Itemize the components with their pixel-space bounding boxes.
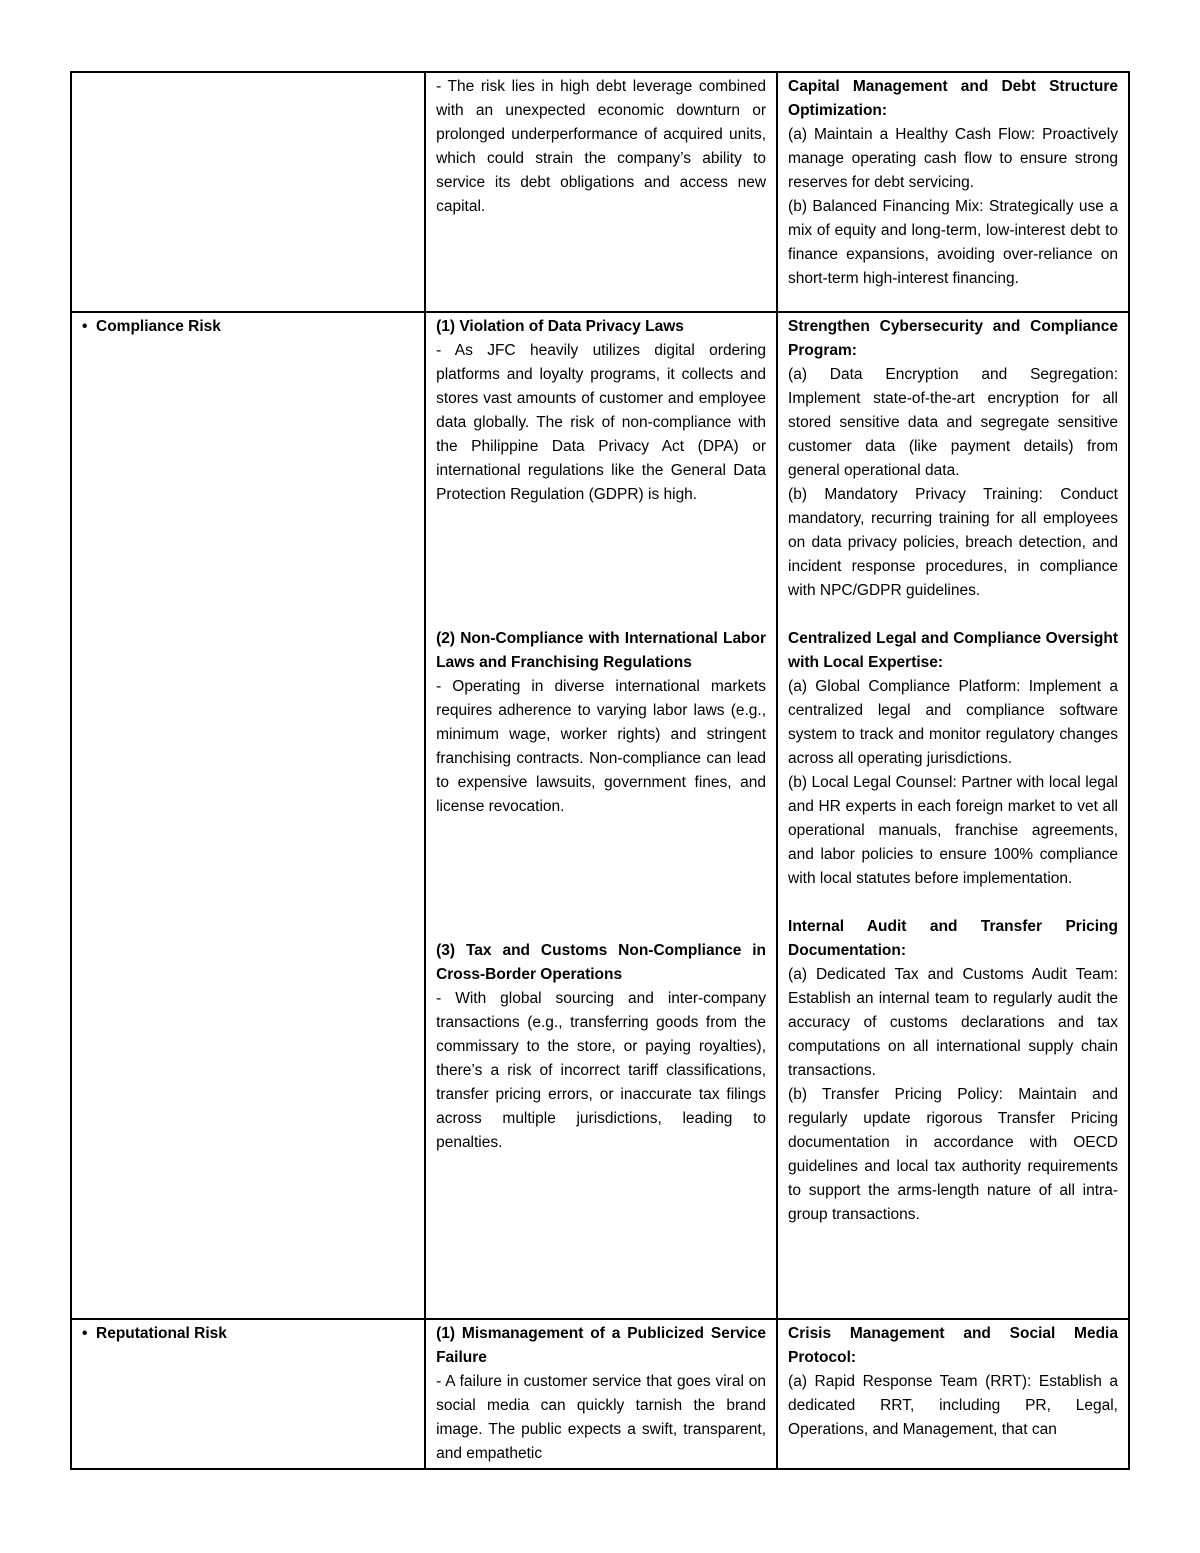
category-label xyxy=(82,1322,414,1346)
risk-description: - As JFC heavily utilizes digital ordering platforms and loyalty programs, it collects and stores vast amounts of customer and employee data globally. The risk of non-compliance with the Philippine Data Privacy Act (DPA) or international regulations like the General Data Protection Regulation (GDPR) is high. xyxy=(436,342,767,503)
risk-title: (1) Violation of Data Privacy Laws xyxy=(436,318,684,335)
spacer xyxy=(788,891,1118,915)
mitigation-item-a: (a) Rapid Response Team (RRT): Establish a dedicated RRT, including PR, Legal, Operations, and Management, that can xyxy=(788,1373,1118,1438)
risk-title: (3) Tax and Customs Non-Compliance in Cross-Border Operations xyxy=(436,942,767,983)
mitigation-cell xyxy=(777,72,1129,312)
category-text: Compliance Risk xyxy=(96,318,221,335)
mitigation-item-b: (b) Local Legal Counsel: Partner with local legal and HR experts in each foreign market to vet all operational manuals, franchise agreements, and labor policies to ensure 100% compliance with local statutes before implementation. xyxy=(788,774,1118,887)
bullet-icon: • xyxy=(82,1325,88,1342)
risk-description: - With global sourcing and inter-company transactions (e.g., transferring goods from the commissary to the store, or paying royalties), there’s a risk of incorrect tariff classifications, transfer pricing errors, or inaccurate tax filings across multiple jurisdictions, leading to penalties. xyxy=(436,990,767,1151)
mitigation-item-a: (a) Maintain a Healthy Cash Flow: Proactively manage operating cash flow to ensure strong reserves for debt servicing. xyxy=(788,126,1118,191)
mitigation-item-b: (b) Balanced Financing Mix: Strategically use a mix of equity and long-term, low-interest debt to finance expansions, avoiding over-reliance on short-term high-interest financing. xyxy=(788,198,1118,287)
spacer xyxy=(436,819,766,939)
mitigation-title: Centralized Legal and Compliance Oversight with Local Expertise: xyxy=(788,630,1118,671)
category-text: Reputational Risk xyxy=(96,1325,227,1342)
table-row xyxy=(71,72,1129,312)
bullet-icon: • xyxy=(82,318,88,335)
risk-title: (2) Non-Compliance with International Labor Laws and Franchising Regulations xyxy=(436,630,767,671)
risk-description: - Operating in diverse international markets requires adherence to varying labor laws (e.g., minimum wage, worker rights) and stringent franchising contracts. Non-compliance can lead to expensive lawsuits, government fines, and license revocation. xyxy=(436,678,767,815)
risk-cell xyxy=(425,72,777,312)
category-label xyxy=(82,315,414,339)
mitigation-item-a: (a) Data Encryption and Segregation: Implement state-of-the-art encryption for all stored sensitive data and segregate sensitive customer data (like payment details) from general operational data. xyxy=(788,366,1118,479)
mitigation-title: Capital Management and Debt Structure Optimization: xyxy=(788,78,1118,119)
risk-description: - A failure in customer service that goes viral on social media can quickly tarnish the brand image. The public expects a swift, transparent, and empathetic xyxy=(436,1373,767,1462)
spacer xyxy=(788,603,1118,627)
mitigation-item-b: (b) Transfer Pricing Policy: Maintain and regularly update rigorous Transfer Pricing documentation in accordance with OECD guidelines and local tax authority requirements to support the arms-length nature of all intra-group transactions. xyxy=(788,1086,1118,1223)
mitigation-cell xyxy=(777,1319,1129,1469)
spacer xyxy=(436,507,766,627)
table-row xyxy=(71,312,1129,1319)
category-cell xyxy=(71,1319,425,1469)
category-cell xyxy=(71,72,425,312)
mitigation-title: Internal Audit and Transfer Pricing Documentation: xyxy=(788,918,1118,959)
mitigation-cell xyxy=(777,312,1129,1319)
mitigation-title: Strengthen Cybersecurity and Compliance Program: xyxy=(788,318,1118,359)
mitigation-title: Crisis Management and Social Media Protocol: xyxy=(788,1325,1118,1366)
risk-mitigation-table xyxy=(70,71,1130,1470)
category-cell xyxy=(71,312,425,1319)
mitigation-item-a: (a) Dedicated Tax and Customs Audit Team: Establish an internal team to regularly audit the accuracy of customs declarations and tax computations on all international supply chain transactions. xyxy=(788,966,1118,1079)
mitigation-item-b: (b) Mandatory Privacy Training: Conduct mandatory, recurring training for all employees on data privacy policies, breach detection, and incident response procedures, in compliance with NPC/GDPR guidelines. xyxy=(788,486,1118,599)
mitigation-item-a: (a) Global Compliance Platform: Implement a centralized legal and compliance software system to track and monitor regulatory changes across all operating jurisdictions. xyxy=(788,678,1118,767)
table-row xyxy=(71,1319,1129,1469)
risk-description: - The risk lies in high debt leverage combined with an unexpected economic downturn or prolonged underperformance of acquired units, which could strain the company’s ability to service its debt obligations and access new capital. xyxy=(436,78,767,215)
risk-cell xyxy=(425,312,777,1319)
risk-cell xyxy=(425,1319,777,1469)
risk-title: (1) Mismanagement of a Publicized Service Failure xyxy=(436,1325,767,1366)
